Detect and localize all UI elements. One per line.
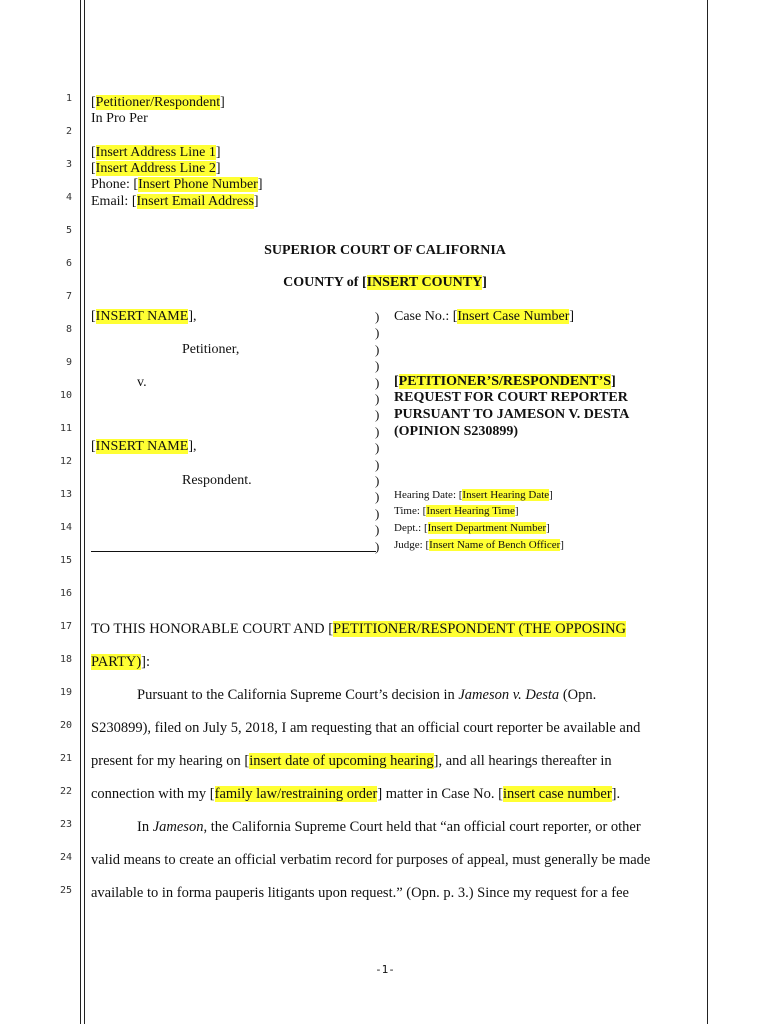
department-field: Insert Department Number (427, 522, 547, 534)
address-line-1: [Insert Address Line 1] (91, 145, 221, 160)
court-name: SUPERIOR COURT OF CALIFORNIA (264, 243, 506, 258)
line-number: 18 (59, 654, 72, 665)
hearing-time-line: Time: [Insert Hearing Time] (394, 505, 519, 517)
salutation-line-2: PARTY)]: (91, 654, 151, 670)
left-margin-rule-inner (84, 0, 85, 1024)
line-number: 17 (59, 621, 72, 632)
line-number: 9 (65, 357, 72, 368)
case-number-line: Case No.: [Insert Case Number] (394, 309, 575, 324)
email-field: Insert Email Address (136, 194, 254, 209)
matter-type-placeholder: family law/restraining order (214, 786, 378, 802)
judge-line: Judge: [Insert Name of Bench Officer] (394, 539, 564, 551)
case-number-label: Case No.: (394, 309, 450, 324)
respondent-name-field: INSERT NAME (95, 439, 189, 454)
party-role-field: Petitioner/Respondent (95, 95, 221, 110)
paragraph-2-line-1 (137, 819, 641, 835)
opposing-party-field: PETITIONER/RESPONDENT (THE OPPOSING (333, 621, 627, 637)
document-title-line-3: (OPINION S230899) (394, 424, 519, 439)
line-number: 20 (59, 720, 72, 731)
hearing-date-label: Hearing Date: (394, 489, 456, 501)
county-line: COUNTY of [INSERT COUNTY] (283, 275, 487, 290)
line-number: 6 (65, 258, 72, 269)
phone-label: Phone: (91, 177, 130, 192)
p1-line4-c: ]. (611, 786, 621, 802)
department-label: Dept.: (394, 522, 422, 534)
case-number-placeholder: insert case number (502, 786, 612, 802)
line-number: 7 (65, 291, 72, 302)
line-number: 23 (59, 819, 72, 830)
salutation-text: TO THIS HONORABLE COURT AND (91, 621, 325, 637)
line-number: 5 (65, 225, 72, 236)
line-number: 14 (59, 522, 72, 533)
p1-line3-b: ], and all hearings thereafter in (433, 753, 612, 769)
judge-field: Insert Name of Bench Officer (429, 539, 561, 551)
line-number: 1 (65, 93, 72, 104)
p2-case-name: Jameson (152, 819, 204, 835)
line-number: 4 (65, 192, 72, 203)
phone-field: Insert Phone Number (138, 177, 258, 192)
hearing-time-field: Insert Hearing Time (426, 505, 515, 517)
salutation-line: TO THIS HONORABLE COURT AND [PETITIONER/RESPONDENT (THE OPPOSING (91, 621, 627, 637)
page-number: -1- (375, 963, 395, 976)
county-prefix: COUNTY of (283, 275, 359, 290)
hearing-time-label: Time: (394, 505, 420, 517)
petitioner-name-line: [INSERT NAME], (91, 309, 197, 324)
document-title-party-line: [PETITIONER’S/RESPONDENT’S] (394, 374, 616, 389)
p1-case-name: Jameson v. Desta (458, 687, 560, 703)
line-number: 24 (59, 852, 72, 863)
line-number: 22 (59, 786, 72, 797)
line-number: 21 (59, 753, 72, 764)
respondent-label: Respondent. (182, 473, 252, 488)
line-number: 13 (59, 489, 72, 500)
p1-text-a: Pursuant to the California Supreme Court’s decision in (137, 687, 455, 703)
p2-text-b: , the California Supreme Court held that “an official court reporter, or other (203, 819, 641, 835)
p1-line4-a: connection with my [ (91, 786, 215, 802)
opposing-party-field-2: PARTY) (91, 654, 142, 670)
line-number: 16 (59, 588, 72, 599)
petitioner-label: Petitioner, (182, 342, 240, 357)
phone-line: Phone: [Insert Phone Number] (91, 177, 263, 192)
address-line-2-field: Insert Address Line 2 (95, 161, 216, 176)
hearing-date-line: Hearing Date: [Insert Hearing Date] (394, 489, 553, 501)
paragraph-1-line-4 (91, 786, 620, 802)
document-title-party-field: PETITIONER’S/RESPONDENT’S (398, 374, 612, 389)
address-line-2: [Insert Address Line 2] (91, 161, 221, 176)
address-line-1-field: Insert Address Line 1 (95, 145, 216, 160)
line-number: 15 (59, 555, 72, 566)
line-number: 10 (59, 390, 72, 401)
hearing-date-placeholder: insert date of upcoming hearing (249, 753, 434, 769)
judge-label: Judge: (394, 539, 423, 551)
paragraph-1-line-1 (137, 687, 596, 703)
line-number: 12 (59, 456, 72, 467)
department-line: Dept.: [Insert Department Number] (394, 522, 550, 534)
left-margin-rule-outer (80, 0, 81, 1024)
line-number: 2 (65, 126, 72, 137)
county-field: INSERT COUNTY (366, 275, 483, 290)
petitioner-name-field: INSERT NAME (95, 309, 189, 324)
paragraph-1-line-2: S230899), filed on July 5, 2018, I am requesting that an official court reporter be available and (91, 720, 641, 736)
paragraph-2-line-2: valid means to create an official verbatim record for purposes of appeal, must generally be made (91, 852, 651, 868)
case-number-field: Insert Case Number (457, 309, 570, 324)
caption-bottom-rule (91, 551, 376, 552)
party-role-line: [Petitioner/Respondent] (91, 95, 225, 110)
versus: v. (137, 375, 147, 390)
p1-text-b: (Opn. (562, 687, 597, 703)
caption-parenthesis-column: ) ) ) ) ) ) ) ) ) ) ) ) ) ) ) (375, 309, 380, 554)
line-number: 19 (59, 687, 72, 698)
paragraph-2-line-3: available to in forma pauperis litigants upon request.” (Opn. p. 3.) Since my request for a fee (91, 885, 629, 901)
pro-per: In Pro Per (91, 111, 148, 126)
email-label: Email: (91, 194, 129, 209)
email-line: Email: [Insert Email Address] (91, 194, 259, 209)
line-number: 11 (59, 423, 72, 434)
p1-line4-b: ] matter in Case No. [ (377, 786, 503, 802)
p2-text-a: In (137, 819, 150, 835)
document-title-line-1: REQUEST FOR COURT REPORTER (394, 390, 628, 405)
document-title-line-2: PURSUANT TO JAMESON V. DESTA (394, 407, 630, 422)
line-number: 25 (59, 885, 72, 896)
right-margin-rule (707, 0, 708, 1024)
respondent-name-line: [INSERT NAME], (91, 439, 197, 454)
line-number: 8 (65, 324, 72, 335)
p1-line3-a: present for my hearing on [ (91, 753, 250, 769)
line-number: 3 (65, 159, 72, 170)
hearing-date-field: Insert Hearing Date (462, 489, 550, 501)
paragraph-1-line-3 (91, 753, 612, 769)
